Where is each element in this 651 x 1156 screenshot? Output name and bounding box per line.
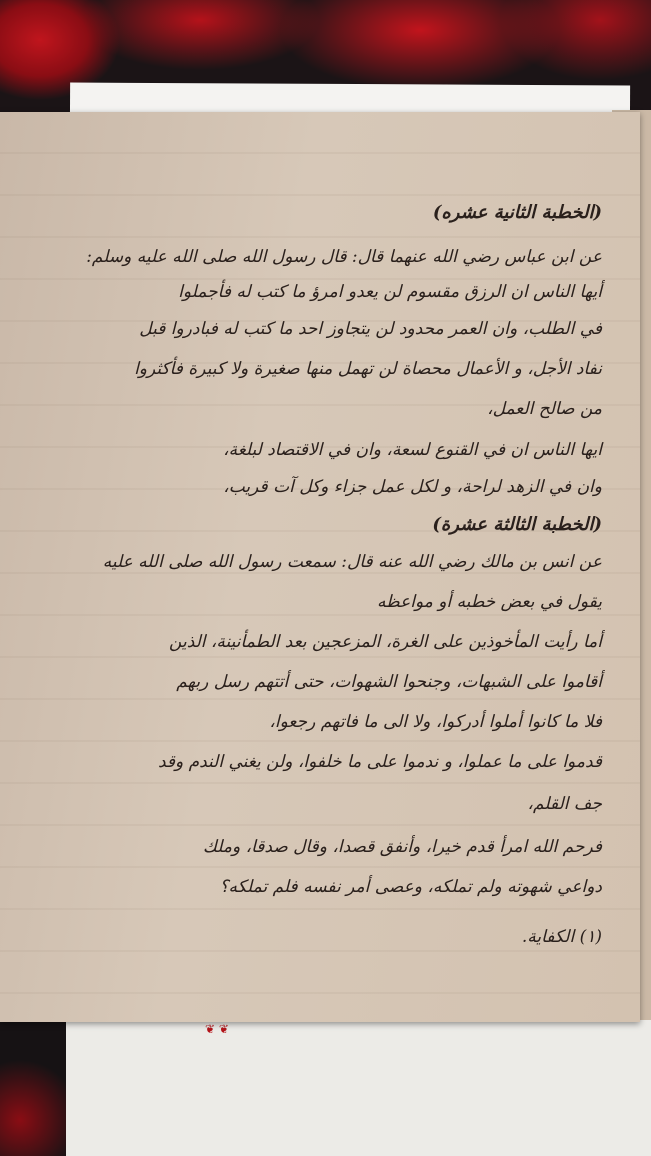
text-line: في الطلب، وان العمر محدود لن يتجاوز احد ما كتب له فبادروا قبل [139,319,602,339]
text-line: أيها الناس ان الرزق مقسوم لن يعدو امرؤ ما كتب له فأجملوا [178,282,602,302]
notebook-page [0,112,640,1022]
text-line: عن انس بن مالك رضي الله عنه قال: سمعت رسول الله صلى الله عليه [102,552,602,572]
text-line: قدموا على ما عملوا، و ندموا على ما خلفوا، ولن يغني الندم وقد [157,752,602,772]
text-line: دواعي شهوته ولم تملكه، وعصى أمر نفسه فلم تملكه؟ [219,877,602,897]
text-line: وان في الزهد لراحة، و لكل عمل جزاء وكل آت قريب، [223,477,602,497]
text-line: جف القلم، [527,794,602,814]
text-line: ايها الناس ان في القنوع لسعة، وان في الاقتصاد لبلغة، [223,440,602,460]
text-line: فرحم الله امرأ قدم خيرا، وأنفق قصدا، وقال صدقا، وملك [202,837,602,857]
text-line: فلا ما كانوا أملوا أدركوا، ولا الى ما فاتهم رجعوا، [269,712,602,732]
heading-sermon-12: (الخطبة الثانية عشره) [432,202,602,223]
red-stamp-mark: ❦ ❦ [205,1022,229,1036]
text-line: من صالح العمل، [487,399,602,419]
text-line: أما رأيت المأخوذين على الغرة، المزعجين بعد الطمأنينة، الذين [169,632,602,652]
text-line: نفاد الأجل، و الأعمال محصاة لن تهمل منها صغيرة ولا كبيرة فأكثروا [134,359,602,379]
text-line: عن ابن عباس رضي الله عنهما قال: قال رسول الله صلى الله عليه وسلم: [86,247,602,267]
text-line: يقول في بعض خطبه أو مواعظه [377,592,602,612]
heading-sermon-13: (الخطبة الثالثة عشرة) [432,514,602,535]
footnote: (١) الكفاية. [521,927,602,947]
paper-sheet-below [66,1020,651,1156]
text-line: أقاموا على الشبهات، وجنحوا الشهوات، حتى أتتهم رسل ربهم [176,672,602,692]
